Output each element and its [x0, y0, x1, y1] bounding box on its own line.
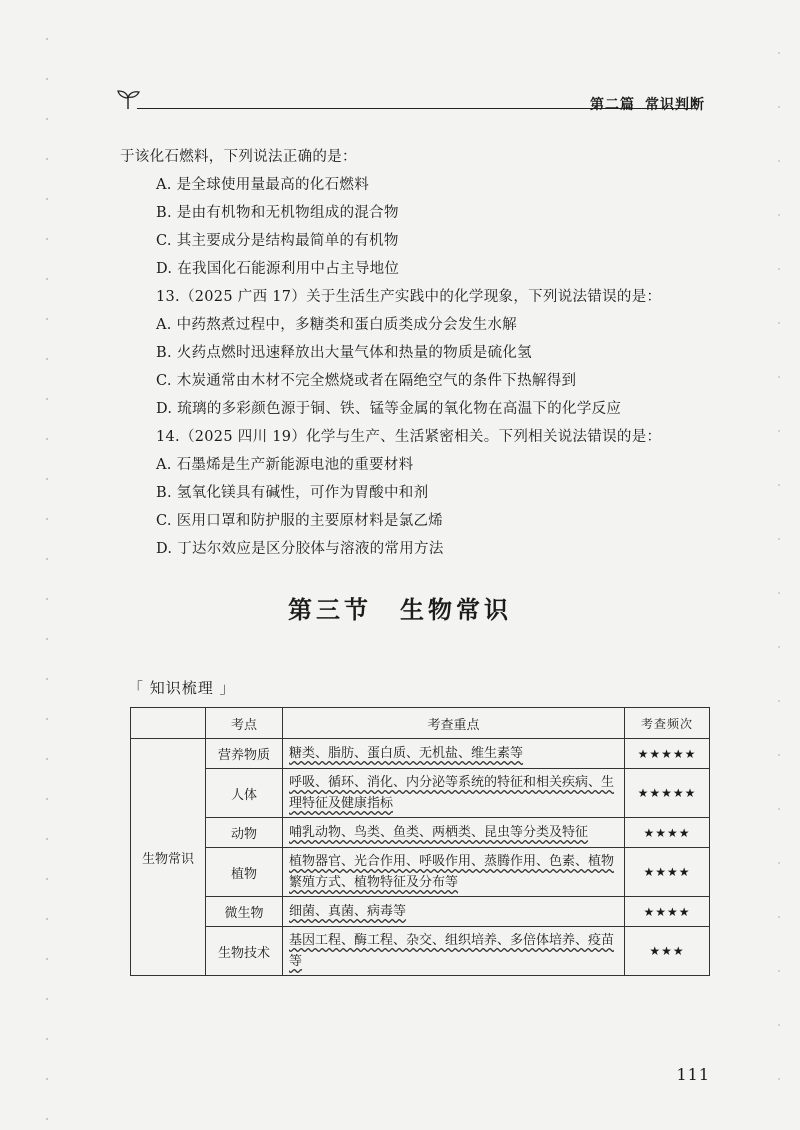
content-text: 哺乳动物、鸟类、鱼类、两栖类、昆虫等分类及特征: [289, 825, 589, 840]
point-cell: 营养物质: [206, 739, 283, 769]
point-cell: 动物: [206, 818, 283, 848]
table-row: [131, 818, 710, 848]
answer-option: C. 木炭通常由木材不完全燃烧或者在隔绝空气的条件下热解得到: [156, 373, 577, 389]
point-cell: 生物技术: [206, 927, 283, 976]
content-text: 糖类、脂肪、蛋白质、无机盐、维生素等: [289, 746, 524, 761]
answer-option: C. 其主要成分是结构最简单的有机物: [156, 233, 399, 249]
sprout-icon: [115, 88, 141, 110]
content-cell: [283, 739, 625, 769]
point-cell: 人体: [206, 769, 283, 818]
answer-option: C. 医用口罩和防护服的主要原材料是氯乙烯: [156, 513, 444, 529]
answer-option: D. 丁达尔效应是区分胶体与溶液的常用方法: [156, 541, 444, 557]
answer-option: D. 在我国化石能源利用中占主导地位: [156, 261, 400, 277]
content-text: 细菌、真菌、病毒等: [289, 904, 407, 919]
knowledge-label: 「 知识梳理 」: [128, 679, 236, 697]
answer-option: B. 火药点燃时迅速释放出大量气体和热量的物质是硫化氢: [156, 345, 532, 361]
answer-option: B. 是由有机物和无机物组成的混合物: [156, 205, 399, 221]
header-title: [580, 94, 705, 114]
content-text: 基因工程、酶工程、杂交、组织培养、多倍体培养、疫苗等: [289, 933, 615, 969]
table-row: [131, 739, 710, 769]
header-part: 第二篇: [590, 97, 635, 113]
content-text: 呼吸、循环、消化、内分泌等系统的特征和相关疾病、生理特征及健康指标: [289, 775, 615, 811]
answer-option: A. 石墨烯是生产新能源电池的重要材料: [156, 457, 414, 473]
section-number: 第三节: [288, 596, 372, 624]
table-row: [131, 769, 710, 818]
content-cell: [283, 927, 625, 976]
frequency-stars: ★★★: [625, 927, 710, 976]
content-text: 植物器官、光合作用、呼吸作用、蒸腾作用、色素、植物繁殖方式、植物特征及分布等: [289, 854, 615, 890]
table-header-content: 考查重点: [283, 708, 625, 739]
question-stem: 14.（2025 四川 19）化学与生产、生活紧密相关。下列相关说法错误的是：: [156, 429, 662, 445]
frequency-stars: ★★★★: [625, 897, 710, 927]
scan-edge-left: [46, 0, 48, 1130]
frequency-stars: ★★★★: [625, 818, 710, 848]
content-cell: [283, 848, 625, 897]
answer-option: A. 是全球使用量最高的化石燃料: [156, 177, 369, 193]
question-stem: 13.（2025 广西 17）关于生活生产实践中的化学现象，下列说法错误的是：: [156, 289, 662, 305]
question-continuation: 于该化石燃料，下列说法正确的是：: [120, 149, 357, 165]
answer-option: B. 氢氧化镁具有碱性，可作为胃酸中和剂: [156, 485, 429, 501]
point-cell: 植物: [206, 848, 283, 897]
table-header-point: 考点: [206, 708, 283, 739]
section-title: [0, 590, 800, 625]
header-chapter: 常识判断: [645, 97, 705, 113]
running-header: [115, 88, 705, 118]
page-number: 111: [676, 1065, 710, 1084]
table-row: [131, 848, 710, 897]
content-cell: [283, 818, 625, 848]
scan-edge-right: [778, 0, 780, 1130]
table-header-frequency: 考查频次: [625, 708, 710, 739]
content-cell: [283, 897, 625, 927]
answer-option: D. 琉璃的多彩颜色源于铜、铁、锰等金属的氧化物在高温下的化学反应: [156, 401, 622, 417]
frequency-stars: ★★★★★: [625, 769, 710, 818]
frequency-stars: ★★★★: [625, 848, 710, 897]
table-header-blank: [131, 708, 206, 739]
table-header-row: [131, 708, 710, 739]
point-cell: 微生物: [206, 897, 283, 927]
frequency-stars: ★★★★★: [625, 739, 710, 769]
content-cell: [283, 769, 625, 818]
category-cell: 生物常识: [131, 739, 206, 976]
table-row: [131, 897, 710, 927]
knowledge-table: [130, 707, 710, 976]
answer-option: A. 中药熬煮过程中，多糖类和蛋白质类成分会发生水解: [156, 317, 517, 333]
section-name: 生物常识: [400, 596, 512, 624]
table-row: [131, 927, 710, 976]
